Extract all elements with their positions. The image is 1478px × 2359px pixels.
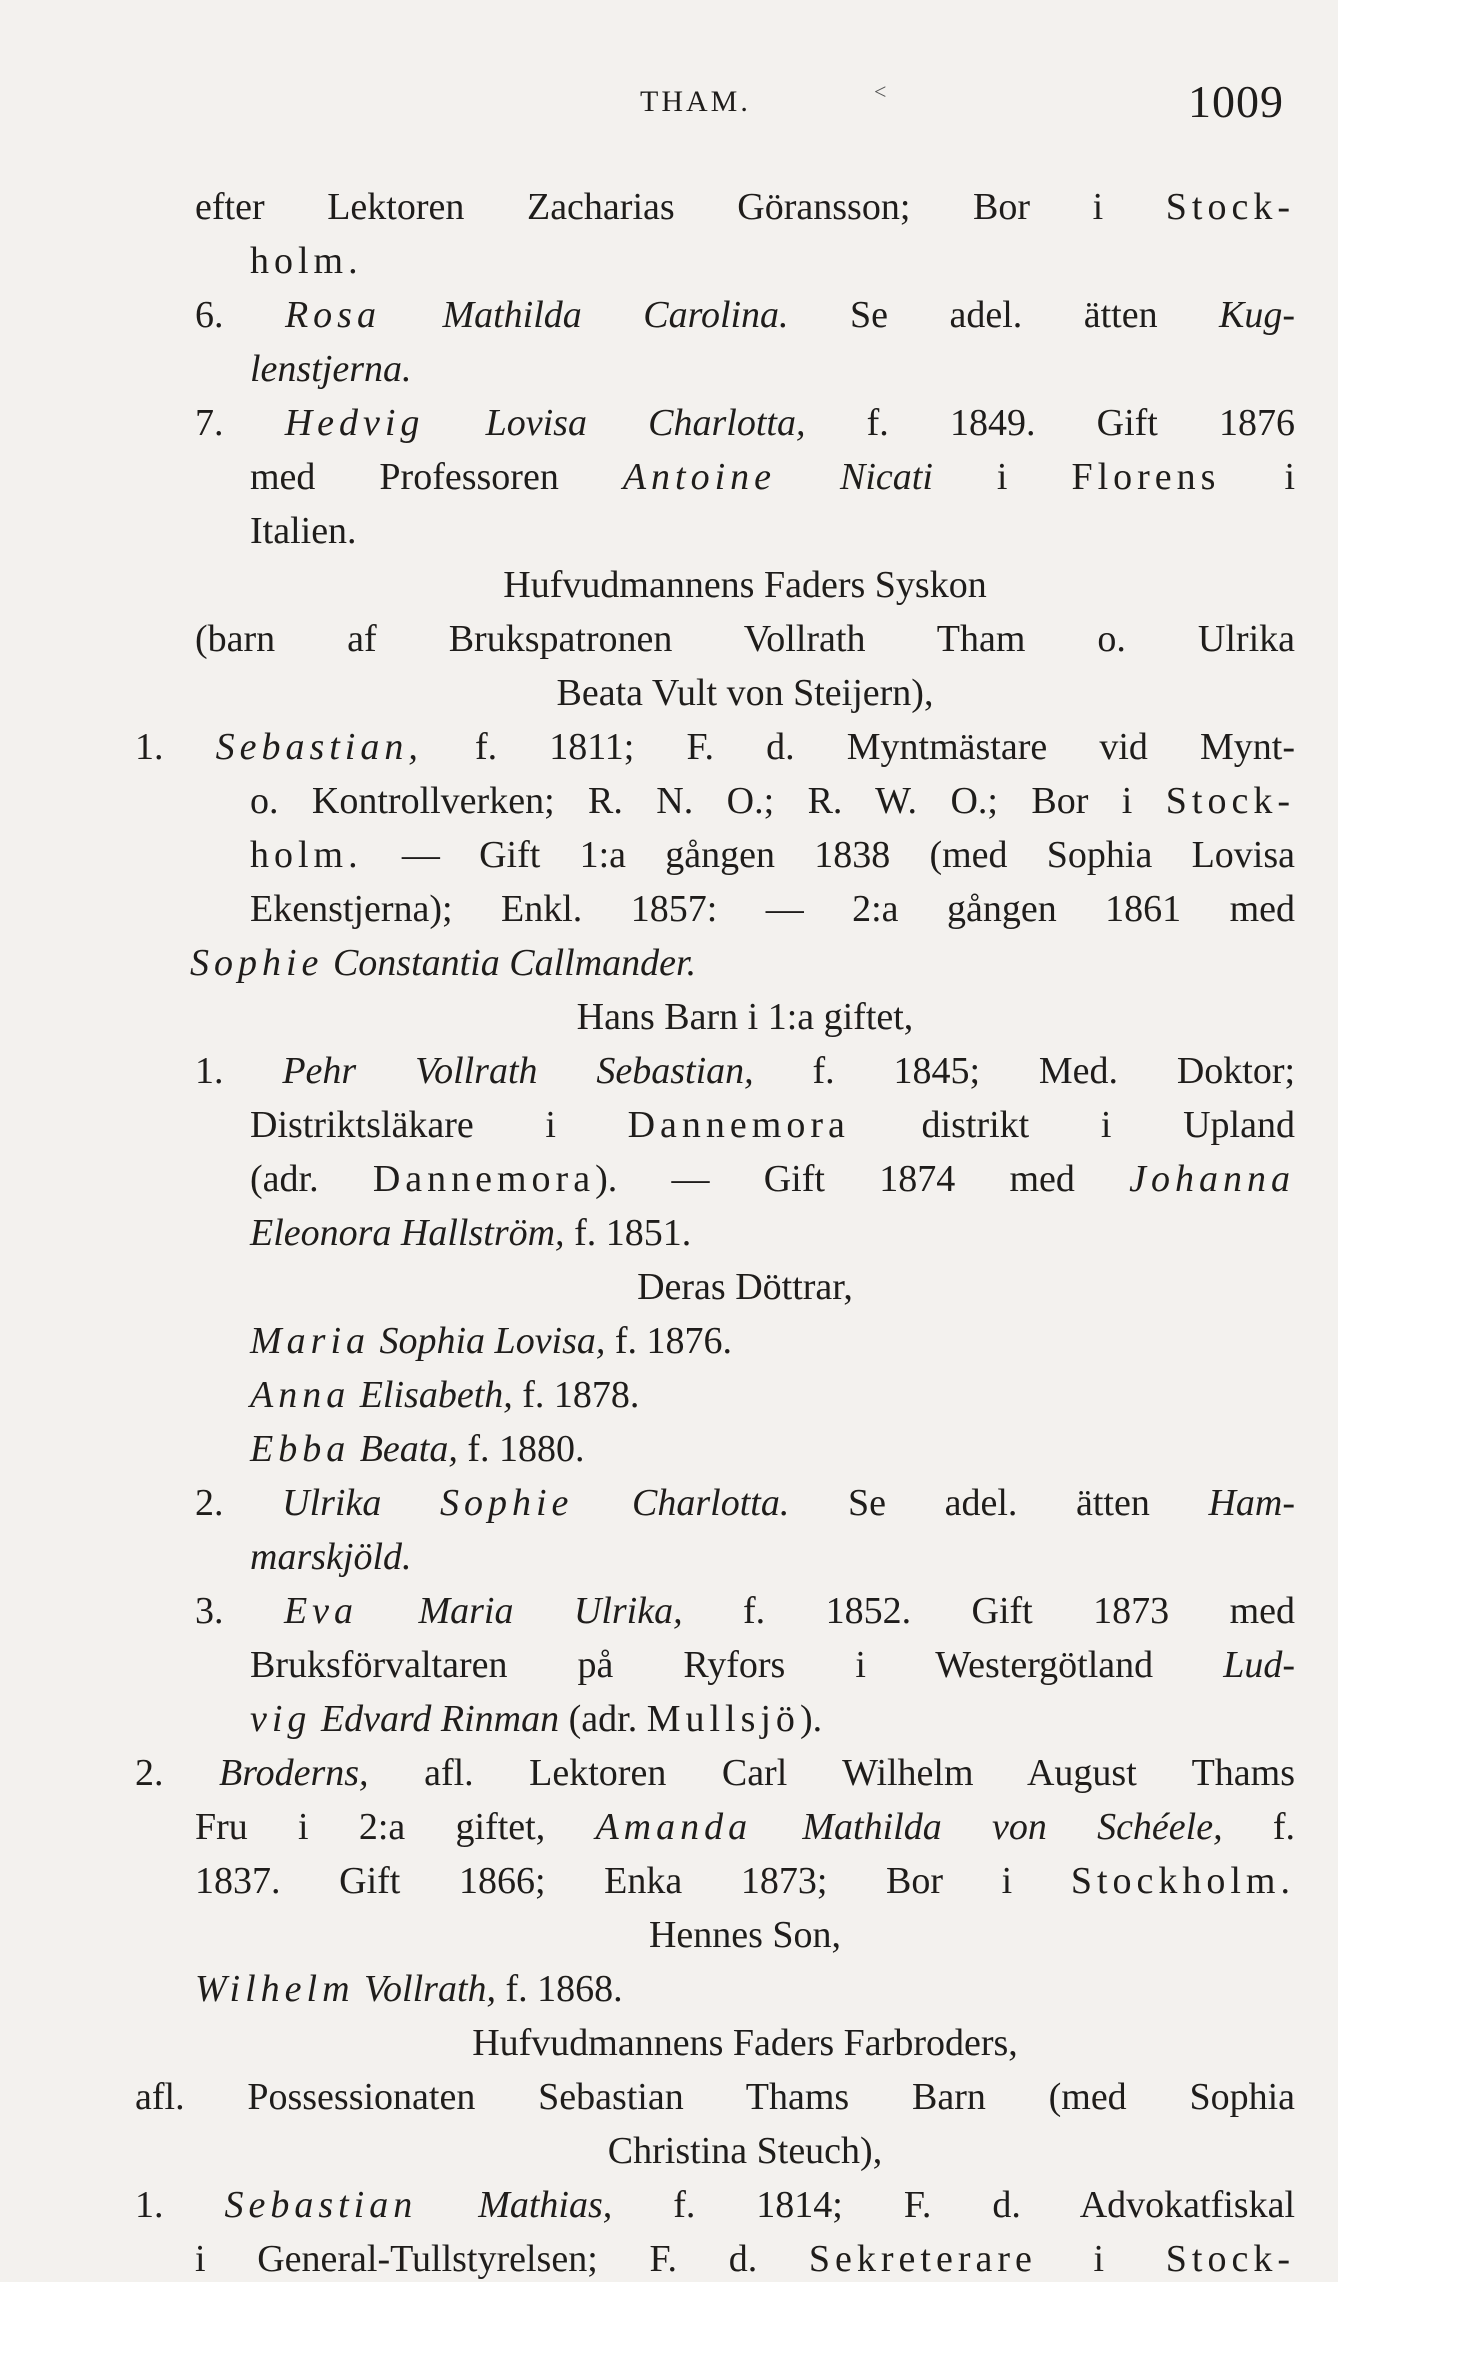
- text-run: 1.: [135, 726, 216, 768]
- text-line: [195, 1584, 1295, 1638]
- text-line: [195, 1854, 1295, 1908]
- text-run: Pehr: [282, 1050, 357, 1092]
- text-run: f.: [1222, 1806, 1295, 1848]
- text-run: Se adel. ätten: [788, 294, 1220, 336]
- text-run: holm.: [250, 240, 363, 282]
- text-run: Deras Döttrar,: [637, 1266, 853, 1308]
- text-run: 1837. Gift 1866; Enka 1873; Bor i: [195, 1860, 1071, 1902]
- text-run: i: [1220, 456, 1296, 498]
- text-run: Charlotta.: [632, 1482, 790, 1524]
- text-line: [150, 1260, 1340, 1314]
- text-line: [250, 1530, 1250, 1584]
- text-run: i: [932, 456, 1072, 498]
- text-run: Stock-: [1165, 186, 1295, 228]
- text-line: [150, 2124, 1340, 2178]
- text-run: Amanda: [595, 1806, 753, 1848]
- text-run: Stockholm.: [1070, 1860, 1295, 1902]
- text-line: [135, 2178, 1295, 2232]
- text-run: Lovisa Charlotta,: [485, 402, 806, 444]
- text-run: Maria Ulrika,: [418, 1590, 683, 1632]
- text-run: Antoine: [622, 456, 777, 498]
- text-line: [250, 342, 1250, 396]
- text-run: Ulrika: [282, 1482, 382, 1524]
- text-run: Italien.: [250, 510, 357, 552]
- text-run: Constantia Callmander.: [332, 942, 697, 984]
- text-run: f. 1849. Gift 1876: [805, 402, 1296, 444]
- text-run: Ekenstjerna); Enkl. 1857: — 2:a gången 1861 med: [250, 888, 1295, 930]
- text-run: [358, 1590, 418, 1632]
- text-line: [195, 1800, 1295, 1854]
- text-run: Dannemora: [372, 1158, 596, 1200]
- text-line: [195, 396, 1295, 450]
- text-line: [195, 1476, 1295, 1530]
- text-run: Anna: [250, 1374, 351, 1416]
- text-line: [250, 234, 1250, 288]
- text-line: [195, 1962, 1195, 2016]
- text-line: [195, 612, 1295, 666]
- text-run: Hufvudmannens Faders Syskon: [503, 564, 987, 606]
- text-line: [150, 666, 1340, 720]
- text-run: [356, 1050, 415, 1092]
- text-run: 6.: [195, 294, 285, 336]
- text-run: Hufvudmannens Faders Farbroders,: [472, 2022, 1018, 2064]
- text-run: (adr.: [250, 1158, 373, 1200]
- text-run: [355, 1968, 365, 2010]
- text-run: [776, 456, 840, 498]
- text-line: [250, 1638, 1295, 1692]
- text-run: Distriktsläkare i: [250, 1104, 628, 1146]
- text-line: [195, 1044, 1295, 1098]
- text-line: [150, 990, 1340, 1044]
- text-line: [135, 1746, 1295, 1800]
- text-run: 7.: [195, 402, 285, 444]
- text-run: Elisabeth,: [359, 1374, 513, 1416]
- text-run: Hennes Son,: [648, 1914, 842, 1956]
- text-run: ).: [799, 1698, 823, 1740]
- text-line: [250, 1152, 1295, 1206]
- text-run: distrikt i Upland: [849, 1104, 1295, 1146]
- text-run: Maria: [250, 1320, 370, 1362]
- page-number: 1009: [1188, 76, 1284, 127]
- text-run: f. 1878.: [512, 1374, 640, 1416]
- text-line: [195, 180, 1295, 234]
- text-run: Fru i 2:a giftet,: [195, 1806, 596, 1848]
- text-run: Broderns,: [219, 1752, 369, 1794]
- text-line: [250, 504, 1250, 558]
- text-run: o. Kontrollverken; R. N. O.; R. W. O.; Bor i: [250, 780, 1166, 822]
- text-run: (barn af Brukspatronen Vollrath Tham o. Ulrika: [195, 618, 1295, 660]
- text-run: i General-Tullstyrelsen; F. d.: [195, 2238, 809, 2280]
- text-run: Mathias,: [478, 2184, 613, 2226]
- text-line: [135, 2070, 1295, 2124]
- text-run: (adr.: [559, 1698, 647, 1740]
- text-run: Eleonora Hallström,: [250, 1212, 565, 1254]
- text-run: Se adel. ätten: [789, 1482, 1209, 1524]
- text-run: [752, 1806, 802, 1848]
- text-run: afl. Possessionaten Sebastian Thams Barn (med Sophia: [135, 2076, 1295, 2118]
- text-run: f. 1876.: [605, 1320, 733, 1362]
- text-line: [250, 774, 1295, 828]
- text-run: [381, 294, 442, 336]
- text-run: Edvard Rinman: [320, 1698, 560, 1740]
- text-run: Sophia Lovisa,: [379, 1320, 606, 1362]
- text-run: f. 1852. Gift 1873 med: [682, 1590, 1296, 1632]
- text-run: lenstjerna.: [250, 348, 412, 390]
- text-run: Nicati: [840, 456, 933, 498]
- text-run: 1.: [195, 1050, 283, 1092]
- text-line: [250, 450, 1295, 504]
- text-run: Lud-: [1223, 1644, 1295, 1686]
- text-run: [350, 1428, 360, 1470]
- text-run: f. 1811; F. d.: [422, 726, 847, 768]
- text-run: Bruksförvaltaren på Ryfors i Westergötland: [250, 1644, 1224, 1686]
- text-run: Kug-: [1219, 294, 1296, 336]
- text-run: Myntmästare vid Mynt-: [846, 726, 1295, 768]
- text-line: [250, 1098, 1295, 1152]
- text-run: — Gift 1:a gången 1838 (med Sophia Lovisa: [362, 834, 1295, 876]
- text-line: [250, 828, 1295, 882]
- text-line: [250, 882, 1295, 936]
- text-run: Ebba: [250, 1428, 351, 1470]
- text-run: [417, 2184, 478, 2226]
- text-run: med Professoren: [250, 456, 623, 498]
- text-line: [190, 936, 1190, 990]
- text-run: Wilhelm: [195, 1968, 355, 2010]
- text-run: f. 1845; Med. Doktor;: [753, 1050, 1296, 1092]
- text-run: [350, 1374, 360, 1416]
- text-run: Dannemora: [627, 1104, 850, 1146]
- text-line: [150, 1908, 1340, 1962]
- text-run: ). — Gift 1874 med: [595, 1158, 1130, 1200]
- text-line: [250, 1368, 1250, 1422]
- text-run: f. 1868.: [496, 1968, 623, 2010]
- text-run: [573, 1482, 632, 1524]
- text-run: Beata Vult von Steijern),: [556, 672, 934, 714]
- text-line: [250, 1692, 1250, 1746]
- text-run: [370, 1320, 380, 1362]
- text-run: 2.: [195, 1482, 283, 1524]
- text-run: Sophie: [439, 1482, 574, 1524]
- text-run: Mathilda von Schéele,: [802, 1806, 1223, 1848]
- text-run: marskjöld.: [250, 1536, 412, 1578]
- text-run: vig: [250, 1698, 312, 1740]
- text-run: Christina Steuch),: [607, 2130, 883, 2172]
- text-run: Eva: [283, 1590, 359, 1632]
- text-line: [250, 1422, 1250, 1476]
- text-run: holm.: [250, 834, 363, 876]
- text-run: [424, 402, 485, 444]
- text-run: Ham-: [1208, 1482, 1296, 1524]
- text-run: Vollrath,: [364, 1968, 497, 2010]
- text-run: [323, 942, 333, 984]
- text-run: Mathilda Carolina.: [442, 294, 789, 336]
- text-run: Mullsjö: [646, 1698, 800, 1740]
- margin-mark: <: [874, 79, 887, 104]
- text-run: Hans Barn i 1:a giftet,: [576, 996, 914, 1038]
- text-run: Sebastian: [224, 2184, 418, 2226]
- text-run: Hedvig: [284, 402, 425, 444]
- text-run: [311, 1698, 321, 1740]
- text-run: [381, 1482, 440, 1524]
- text-run: f. 1814; F. d. Advokatfiskal: [612, 2184, 1296, 2226]
- text-run: efter Lektoren Zacharias Göransson; Bor i: [195, 186, 1166, 228]
- text-run: f. 1880.: [457, 1428, 585, 1470]
- text-run: Rosa: [284, 294, 381, 336]
- text-run: 3.: [195, 1590, 284, 1632]
- text-line: [195, 288, 1295, 342]
- genealogy-text: [135, 180, 1340, 2286]
- text-line: [250, 1206, 1250, 1260]
- text-line: [195, 2232, 1295, 2286]
- text-line: [150, 558, 1340, 612]
- text-run: Vollrath Sebastian,: [415, 1050, 754, 1092]
- text-run: Johanna: [1129, 1158, 1295, 1200]
- text-run: afl. Lektoren Carl Wilhelm August Thams: [368, 1752, 1295, 1794]
- text-run: Florens: [1071, 456, 1221, 498]
- text-run: Sekreterare i Stock-: [808, 2238, 1295, 2280]
- text-line: [135, 720, 1295, 774]
- text-run: 1.: [135, 2184, 225, 2226]
- text-run: Beata,: [359, 1428, 458, 1470]
- text-run: 2.: [135, 1752, 220, 1794]
- text-run: Stock-: [1165, 780, 1295, 822]
- text-run: Sebastian,: [215, 726, 423, 768]
- text-line: [150, 2016, 1340, 2070]
- text-run: Sophie: [190, 942, 324, 984]
- running-head: THAM.: [640, 85, 751, 118]
- text-line: [250, 1314, 1250, 1368]
- text-run: f. 1851.: [564, 1212, 692, 1254]
